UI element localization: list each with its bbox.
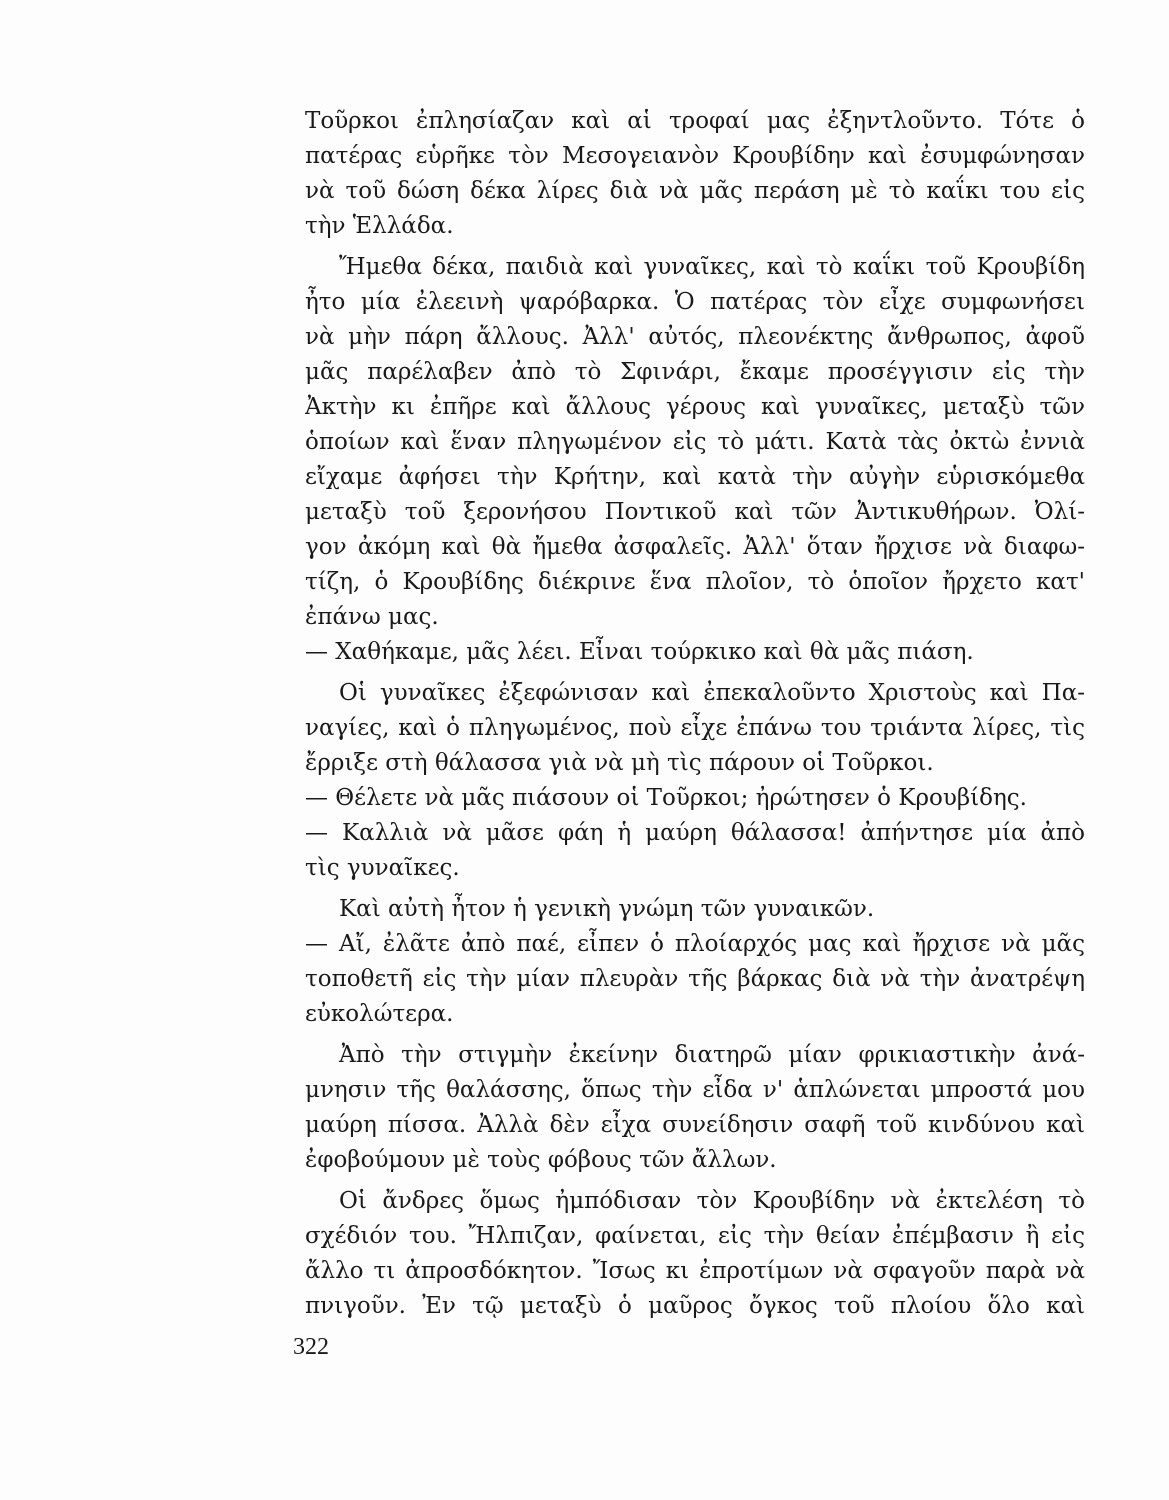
dialogue-line: — Καλλιὰ νὰ μᾶσε φάη ἡ μαύρη θάλασσα! ἀπήντησε μία ἀπὸ [305, 820, 1085, 846]
text-line: μαύρη πίσσα. Ἀλλὰ δὲν εἶχα συνείδησιν σαφῆ τοῦ κινδύνου καὶ [305, 1112, 1085, 1138]
text-line: ὁποίων καὶ ἕναν πληγωμένον εἰς τὸ μάτι. Κατὰ τὰς ὀκτὼ ἐννιὰ [305, 429, 1085, 455]
text-line: γον ἀκόμη καὶ θὰ ἤμεθα ἀσφαλεῖς. Ἀλλ' ὅταν ἤρχισε νὰ διαφω- [305, 534, 1085, 560]
paragraph-start: Ἤμεθα δέκα, παιδιὰ καὶ γυναῖκες, καὶ τὸ καΐκι τοῦ Κρουβίδη [339, 254, 1085, 280]
text-line: νὰ τοῦ δώση δέκα λίρες διὰ νὰ μᾶς περάση μὲ τὸ καΐκι του εἰς [305, 178, 1085, 204]
text-line: εἴχαμε ἀφήσει τὴν Κρήτην, καὶ κατὰ τὴν αὐγὴν εὑρισκόμεθα [305, 464, 1085, 490]
text-line: πνιγοῦν. Ἐν τῷ μεταξὺ ὁ μαῦρος ὄγκος τοῦ πλοίου ὅλο καὶ [305, 1293, 1085, 1319]
text-line: ἐπάνω μας. [305, 604, 439, 630]
text-line: ναγίες, καὶ ὁ πληγωμένος, ποὺ εἶχε ἐπάνω του τριάντα λίρες, τὶς [305, 715, 1085, 741]
text-line: μεταξὺ τοῦ ξερονήσου Ποντικοῦ καὶ τῶν Ἀντικυθήρων. Ὀλί- [305, 499, 1085, 525]
dialogue-line: — Χαθήκαμε, μᾶς λέει. Εἶναι τούρκικο καὶ θὰ μᾶς πιάση. [305, 639, 974, 665]
body-text [305, 104, 1085, 1324]
text-line: ἐφοβούμουν μὲ τοὺς φόβους τῶν ἄλλων. [305, 1147, 777, 1173]
text-line: μνησιν τῆς θαλάσσης, ὅπως τὴν εἶδα ν' ἁπλώνεται μπροστά μου [305, 1077, 1085, 1103]
text-line: τὶς γυναῖκες. [305, 855, 460, 881]
dialogue-line: — Θέλετε νὰ μᾶς πιάσουν οἱ Τοῦρκοι; ἠρώτησεν ὁ Κρουβίδης. [305, 785, 1027, 811]
text-line: νὰ μὴν πάρη ἄλλους. Ἀλλ' αὐτός, πλεονέκτης ἄνθρωπος, ἀφοῦ [305, 324, 1085, 350]
text-line: μᾶς παρέλαβεν ἀπὸ τὸ Σφινάρι, ἔκαμε προσέγγισιν εἰς τὴν [305, 359, 1085, 385]
paragraph-start: Ἀπὸ τὴν στιγμὴν ἐκείνην διατηρῶ μίαν φρικιαστικὴν ἀνά- [339, 1042, 1085, 1068]
paragraph-start: Οἱ γυναῖκες ἐξεφώνισαν καὶ ἐπεκαλοῦντο Χριστοὺς καὶ Πα- [339, 680, 1085, 706]
text-line: σχέδιόν του. Ἤλπιζαν, φαίνεται, εἰς τὴν θείαν ἐπέμβασιν ἢ εἰς [305, 1223, 1085, 1249]
paragraph-start: Καὶ αὐτὴ ἦτον ἡ γενικὴ γνώμη τῶν γυναικῶν. [339, 896, 875, 922]
dialogue-line: — Αἴ, ἐλᾶτε ἀπὸ παέ, εἶπεν ὁ πλοίαρχός μας καὶ ἤρχισε νὰ μᾶς [305, 931, 1085, 957]
text-line: ἦτο μία ἐλεεινὴ ψαρόβαρκα. Ὁ πατέρας τὸν εἶχε συμφωνήσει [305, 289, 1085, 315]
text-line: ἄλλο τι ἀπροσδόκητον. Ἴσως κι ἐπροτίμων νὰ σφαγοῦν παρὰ νὰ [305, 1258, 1085, 1284]
text-line: ἔρριξε στὴ θάλασσα γιὰ νὰ μὴ τὶς πάρουν οἱ Τοῦρκοι. [305, 750, 934, 776]
text-line: τοποθετῆ εἰς τὴν μίαν πλευρὰν τῆς βάρκας διὰ νὰ τὴν ἀνατρέψη [305, 966, 1085, 992]
page-number: 322 [293, 1334, 329, 1360]
text-line: τὴν Ἑλλάδα. [305, 213, 454, 239]
paragraph-start: Οἱ ἄνδρες ὅμως ἠμπόδισαν τὸν Κρουβίδην νὰ ἐκτελέση τὸ [339, 1188, 1085, 1214]
text-line: Τοῦρκοι ἐπλησίαζαν καὶ αἱ τροφαί μας ἐξηντλοῦντο. Τότε ὁ [305, 108, 1085, 134]
text-line: τίζη, ὁ Κρουβίδης διέκρινε ἕνα πλοῖον, τὸ ὁποῖον ἤρχετο κατ' [305, 569, 1085, 595]
text-line: εὐκολώτερα. [305, 1001, 454, 1027]
text-line: Ἀκτὴν κι ἐπῆρε καὶ ἄλλους γέρους καὶ γυναῖκες, μεταξὺ τῶν [305, 394, 1085, 420]
text-line: πατέρας εὑρῆκε τὸν Μεσογειανὸν Κρουβίδην καὶ ἐσυμφώνησαν [305, 143, 1085, 169]
